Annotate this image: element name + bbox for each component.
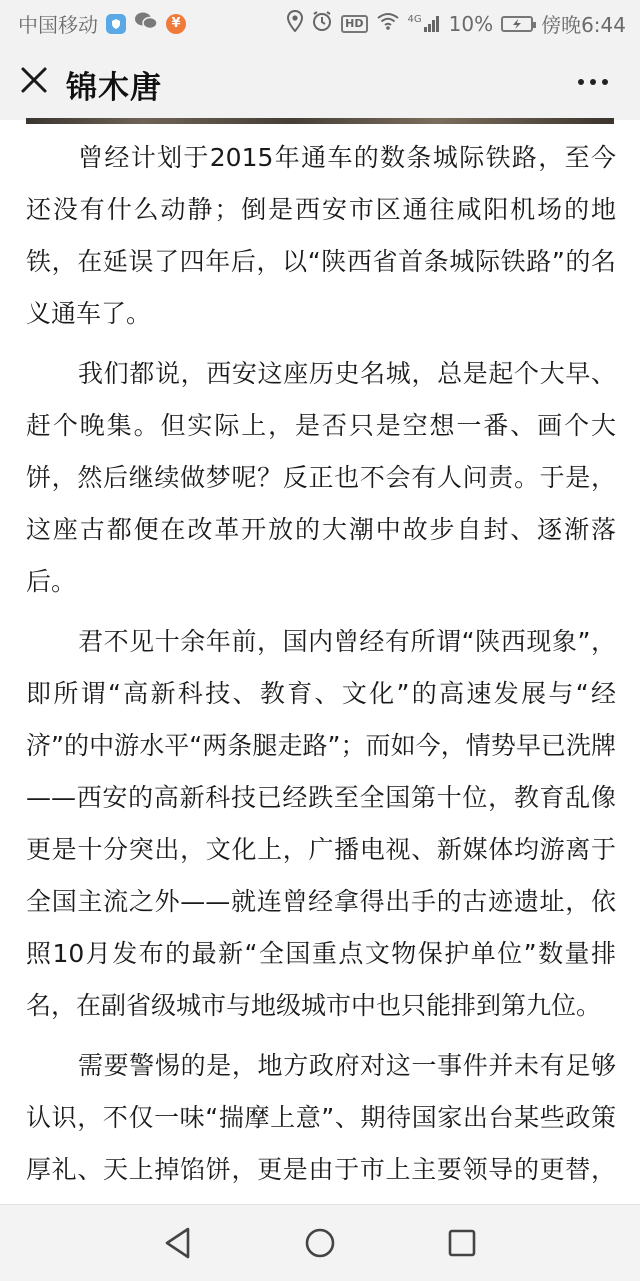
wifi-icon <box>376 11 400 36</box>
battery-charging-icon <box>501 16 533 32</box>
more-dot-icon <box>602 79 608 85</box>
article-paragraph: 我们都说，西安这座历史名城，总是起个大早、赶个晚集。但实际上，是否只是空想一番、画个大饼，然后继续做梦呢？反正也不会有人问责。于是，这座古都便在改革开放的大潮中故步自封、逐渐落后。 <box>26 359 616 596</box>
title-bar <box>0 44 640 120</box>
cell-signal-icon: 4G <box>408 15 441 33</box>
page-title: 锦木唐 <box>66 70 162 106</box>
close-button[interactable] <box>14 60 54 100</box>
recents-button[interactable] <box>440 1221 484 1265</box>
alarm-icon <box>311 10 333 37</box>
clock-time: 傍晚6:44 <box>541 13 626 37</box>
more-dot-icon <box>590 79 596 85</box>
back-triangle-icon <box>163 1226 193 1260</box>
article-paragraph: 君不见十余年前，国内曾经有所谓“陕西现象”，即所谓“高新科技、教育、文化”的高速发展与“经济”的中游水平“两条腿走路”；而如今，情势早已洗牌——西安的高新科技已经跌至全国第十位，教育乱像更是十分突出，文化上，广播电视、新媒体均游离于全国主流之外——就连曾经拿得出手的古迹遗址，依照10月发布的最新“全国重点文物保护单位”数量排名，在副省级城市与地级城市中也只能排到第九位。 <box>26 627 616 1020</box>
home-circle-icon <box>303 1226 337 1260</box>
status-left <box>18 9 186 38</box>
battery-percent: 10% <box>448 11 494 36</box>
more-dot-icon <box>578 79 584 85</box>
close-icon <box>14 60 54 100</box>
carrier-label: 中国移动 <box>18 13 98 37</box>
article-image-bottom-edge <box>26 118 614 124</box>
more-options-button[interactable] <box>568 62 618 102</box>
hd-icon: HD <box>341 15 367 33</box>
notification-app-icon: ¥ <box>166 14 186 34</box>
recents-square-icon <box>447 1228 477 1258</box>
home-button[interactable] <box>298 1221 342 1265</box>
article-paragraph: 需要警惕的是，地方政府对这一事件并未有足够认识，不仅一味“揣摩上意”、期待国家出台某些政策厚礼、天上掉馅饼，更是由于市上主要领导的更替， <box>26 1051 616 1184</box>
location-icon <box>287 10 303 37</box>
status-right <box>287 9 626 38</box>
back-button[interactable] <box>156 1221 200 1265</box>
article-paragraph: 曾经计划于2015年通车的数条城际铁路，至今还没有什么动静；倒是西安市区通往咸阳机场的地铁，在延误了四年后，以“陕西省首条城际铁路”的名义通车了。 <box>26 143 616 328</box>
system-navigation-bar <box>0 1204 640 1281</box>
article-body[interactable] <box>26 132 616 1256</box>
status-bar <box>0 0 640 44</box>
wechat-icon <box>134 11 158 36</box>
shield-app-icon <box>106 14 126 34</box>
